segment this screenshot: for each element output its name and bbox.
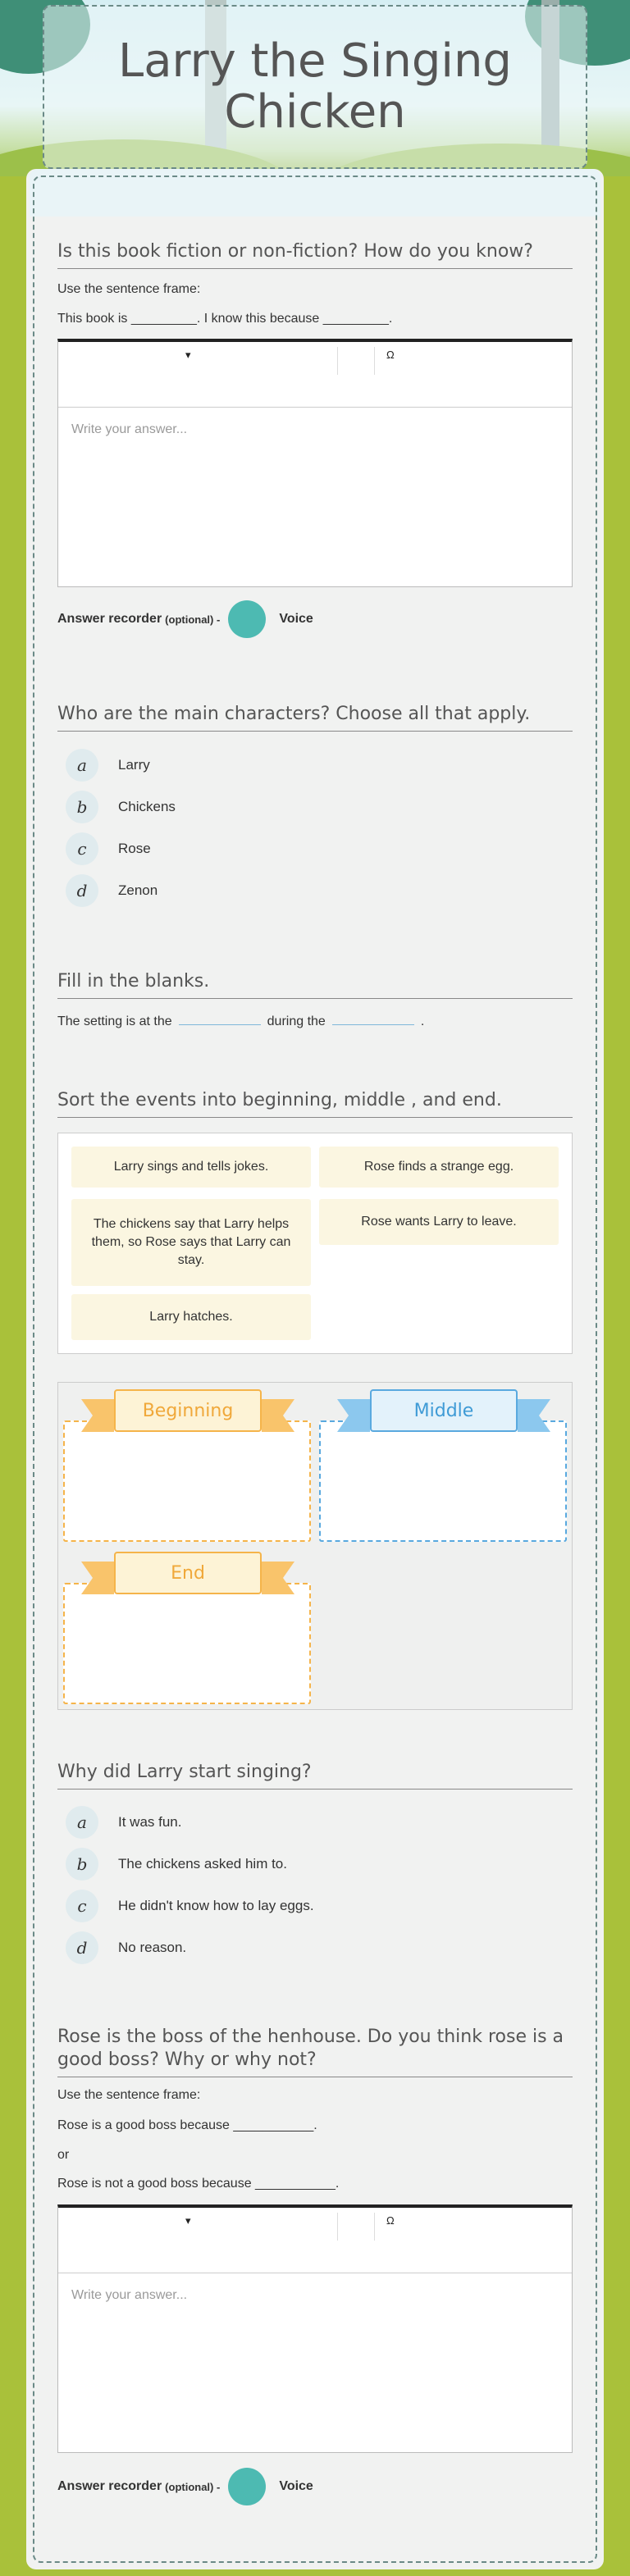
question-3-title: Fill in the blanks.: [57, 970, 573, 999]
title-card: [43, 5, 587, 169]
choice-letter: c: [66, 1890, 98, 1922]
bin-beginning-label: Beginning: [114, 1389, 262, 1432]
q5-choice-a[interactable]: a It was fun.: [66, 1806, 181, 1839]
question-6-title: Rose is the boss of the henhouse. Do you think rose is a good boss? Why or why not?: [57, 2026, 573, 2077]
question-5-title: Why did Larry start singing?: [57, 1761, 573, 1790]
bin-beginning-ribbon: [81, 1389, 294, 1432]
q6-frame-2: Rose is not a good boss because ___________.: [57, 2177, 340, 2191]
q1-answer-recorder: Answer recorder (optional) - Voice: [57, 600, 313, 638]
sort-card[interactable]: Larry sings and tells jokes.: [71, 1147, 311, 1188]
sort-cards-area: [57, 1133, 573, 1354]
q1-editor-toolbar: [58, 342, 572, 408]
choice-letter: a: [66, 1806, 98, 1839]
sort-card[interactable]: Rose finds a strange egg.: [319, 1147, 559, 1188]
q1-voice-label: Voice: [279, 612, 313, 626]
q2-choice-b[interactable]: b Chickens: [66, 791, 176, 823]
sort-card[interactable]: Rose wants Larry to leave.: [319, 1199, 559, 1245]
sort-card[interactable]: Larry hatches.: [71, 1294, 311, 1340]
format-dropdown-icon[interactable]: ▾: [185, 2214, 191, 2227]
q6-or: or: [57, 2148, 70, 2162]
q6-frame-1: Rose is a good boss because ___________.: [57, 2118, 317, 2132]
q1-answer-editor[interactable]: [57, 339, 573, 587]
question-4-title: Sort the events into beginning, middle , and end.: [57, 1089, 573, 1118]
q6-frame-label: Use the sentence frame:: [57, 2088, 201, 2102]
q2-choice-a[interactable]: a Larry: [66, 749, 150, 782]
header-banner: [0, 0, 630, 176]
question-2-title: Who are the main characters? Choose all that apply.: [57, 703, 573, 732]
bin-end-label: End: [114, 1552, 262, 1594]
q5-choice-c[interactable]: c He didn't know how to lay eggs.: [66, 1890, 314, 1922]
special-character-icon[interactable]: Ω: [386, 349, 395, 361]
q1-frame-label: Use the sentence frame:: [57, 282, 201, 296]
q6-answer-input[interactable]: Write your answer...: [71, 2288, 188, 2302]
format-dropdown-icon[interactable]: ▾: [185, 349, 191, 361]
choice-letter: d: [66, 1931, 98, 1964]
sort-card[interactable]: The chickens say that Larry helps them, so Rose says that Larry can stay.: [71, 1199, 311, 1286]
sort-bins-area: [57, 1382, 573, 1710]
q5-choice-b[interactable]: b The chickens asked him to.: [66, 1848, 287, 1881]
q5-choice-d[interactable]: d No reason.: [66, 1931, 186, 1964]
question-1-title: Is this book fiction or non-fiction? How do you know?: [57, 240, 573, 269]
q3-fill-sentence: The setting is at the during the .: [57, 1014, 425, 1028]
q3-blank-1[interactable]: [179, 1014, 261, 1025]
bin-middle-label: Middle: [370, 1389, 518, 1432]
q6-voice-label: Voice: [279, 2479, 313, 2493]
bin-middle-ribbon: [337, 1389, 550, 1432]
q1-answer-input[interactable]: Write your answer...: [71, 422, 188, 436]
choice-letter: b: [66, 791, 98, 823]
q6-answer-editor[interactable]: [57, 2204, 573, 2453]
bin-end-ribbon: [81, 1552, 294, 1594]
choice-letter: a: [66, 749, 98, 782]
special-character-icon[interactable]: Ω: [386, 2214, 395, 2227]
bin-beginning-dropzone[interactable]: [63, 1420, 311, 1542]
q6-answer-recorder: Answer recorder (optional) - Voice: [57, 2468, 313, 2505]
page-title: Larry the Singing Chicken: [118, 34, 512, 139]
q6-record-button[interactable]: [228, 2468, 266, 2505]
bin-end-dropzone[interactable]: [63, 1583, 311, 1704]
choice-letter: b: [66, 1848, 98, 1881]
bin-middle-dropzone[interactable]: [319, 1420, 567, 1542]
choice-letter: c: [66, 832, 98, 865]
q1-record-button[interactable]: [228, 600, 266, 638]
q2-choice-c[interactable]: c Rose: [66, 832, 151, 865]
choice-letter: d: [66, 874, 98, 907]
q6-editor-toolbar: [58, 2208, 572, 2273]
q3-blank-2[interactable]: [332, 1014, 414, 1025]
q1-frame: This book is _________. I know this because _________.: [57, 312, 393, 326]
q2-choice-d[interactable]: d Zenon: [66, 874, 158, 907]
